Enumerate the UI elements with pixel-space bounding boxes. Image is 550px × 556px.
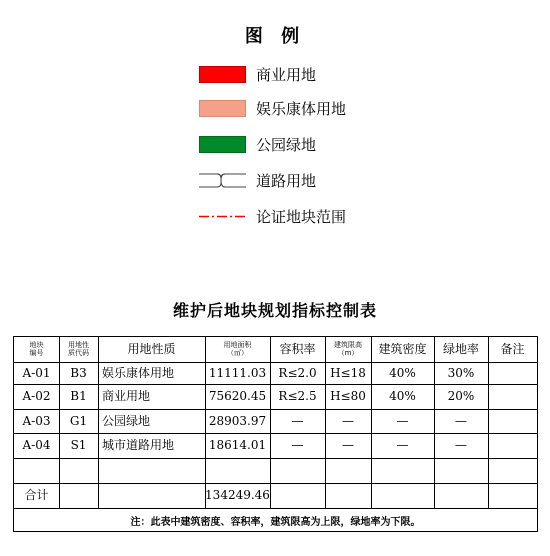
- cell-height: —: [342, 438, 354, 453]
- cell-far: —: [291, 438, 304, 453]
- table-note: 注：此表中建筑密度、容积率，建筑限高为上限，绿地率为下限。: [130, 516, 421, 528]
- cell-parcel-no: A-01: [22, 365, 51, 380]
- cell-density: —: [396, 438, 409, 453]
- legend-item-green: [199, 134, 419, 156]
- indicator-table: [13, 336, 538, 532]
- cell-land-code: S1: [70, 438, 87, 453]
- cell-green-ratio: —: [455, 413, 467, 428]
- green-swatch: [199, 136, 246, 153]
- road-symbol-icon: [199, 172, 246, 189]
- legend-label: 论证地块范围: [256, 208, 347, 226]
- cell-area: 11111.03: [208, 365, 267, 380]
- cell-height: —: [342, 413, 354, 428]
- cell-green-ratio: 30%: [447, 365, 475, 380]
- cell-parcel-no: A-02: [22, 389, 51, 404]
- legend-label: 道路用地: [256, 172, 317, 190]
- cell-remarks: [488, 433, 537, 458]
- cell-far: R≤2.5: [278, 389, 317, 404]
- cell-remarks: [488, 362, 537, 384]
- header-green-ratio: 绿地率: [442, 342, 479, 357]
- cell-height: H≤18: [330, 365, 366, 380]
- cell-remarks: [488, 409, 537, 433]
- cell-land-use: 商业用地: [102, 389, 151, 404]
- cell-land-use: 公园绿地: [102, 413, 151, 428]
- cell-density: 40%: [389, 365, 416, 380]
- boundary-line-icon: [199, 208, 246, 225]
- legend-label: 商业用地: [256, 66, 317, 84]
- header-land-use: 用地性质: [127, 342, 176, 357]
- cell-density: —: [396, 413, 409, 428]
- legend-title: 图 例: [244, 26, 306, 47]
- header-height: 建筑限高 （m）: [334, 341, 362, 357]
- legend-item-boundary: [199, 206, 419, 228]
- header-density: 建筑密度: [378, 342, 427, 357]
- legend-item-commercial: [199, 64, 419, 86]
- total-area: 134249.46: [205, 488, 270, 503]
- cell-land-code: G1: [69, 413, 88, 428]
- cell-area: 75620.45: [208, 389, 267, 404]
- legend-item-road: [199, 170, 419, 192]
- header-remarks: 备注: [500, 342, 525, 357]
- cell-remarks: [488, 384, 537, 409]
- legend-label: 公园绿地: [256, 136, 317, 154]
- cell-density: 40%: [389, 389, 416, 404]
- header-area: 用地面积 （㎡）: [223, 341, 252, 357]
- header-land-code: 用地性 质代码: [68, 341, 89, 357]
- cell-far: —: [291, 413, 304, 428]
- legend-label: 娱乐康体用地: [256, 100, 347, 118]
- cell-far: R≤2.0: [278, 365, 317, 380]
- cell-green-ratio: 20%: [447, 389, 475, 404]
- header-far: 容积率: [279, 342, 316, 357]
- cell-height: H≤80: [330, 389, 366, 404]
- header-parcel-no: 地块 编号: [29, 341, 44, 357]
- cell-land-code: B3: [70, 365, 87, 380]
- total-label: 合计: [24, 488, 49, 503]
- cell-area: 18614.01: [208, 438, 267, 453]
- cell-parcel-no: A-04: [22, 438, 51, 453]
- cell-area: 28903.97: [208, 413, 267, 428]
- cell-parcel-no: A-03: [22, 413, 51, 428]
- cell-land-use: 城市道路用地: [102, 438, 175, 453]
- cell-land-use: 娱乐康体用地: [102, 365, 175, 380]
- cell-green-ratio: —: [455, 438, 467, 453]
- table-title: 维护后地块规划指标控制表: [172, 301, 377, 320]
- commercial-swatch: [199, 66, 246, 83]
- legend-item-entertainment: [199, 98, 419, 120]
- entertainment-swatch: [199, 100, 246, 117]
- cell-land-code: B1: [70, 389, 87, 404]
